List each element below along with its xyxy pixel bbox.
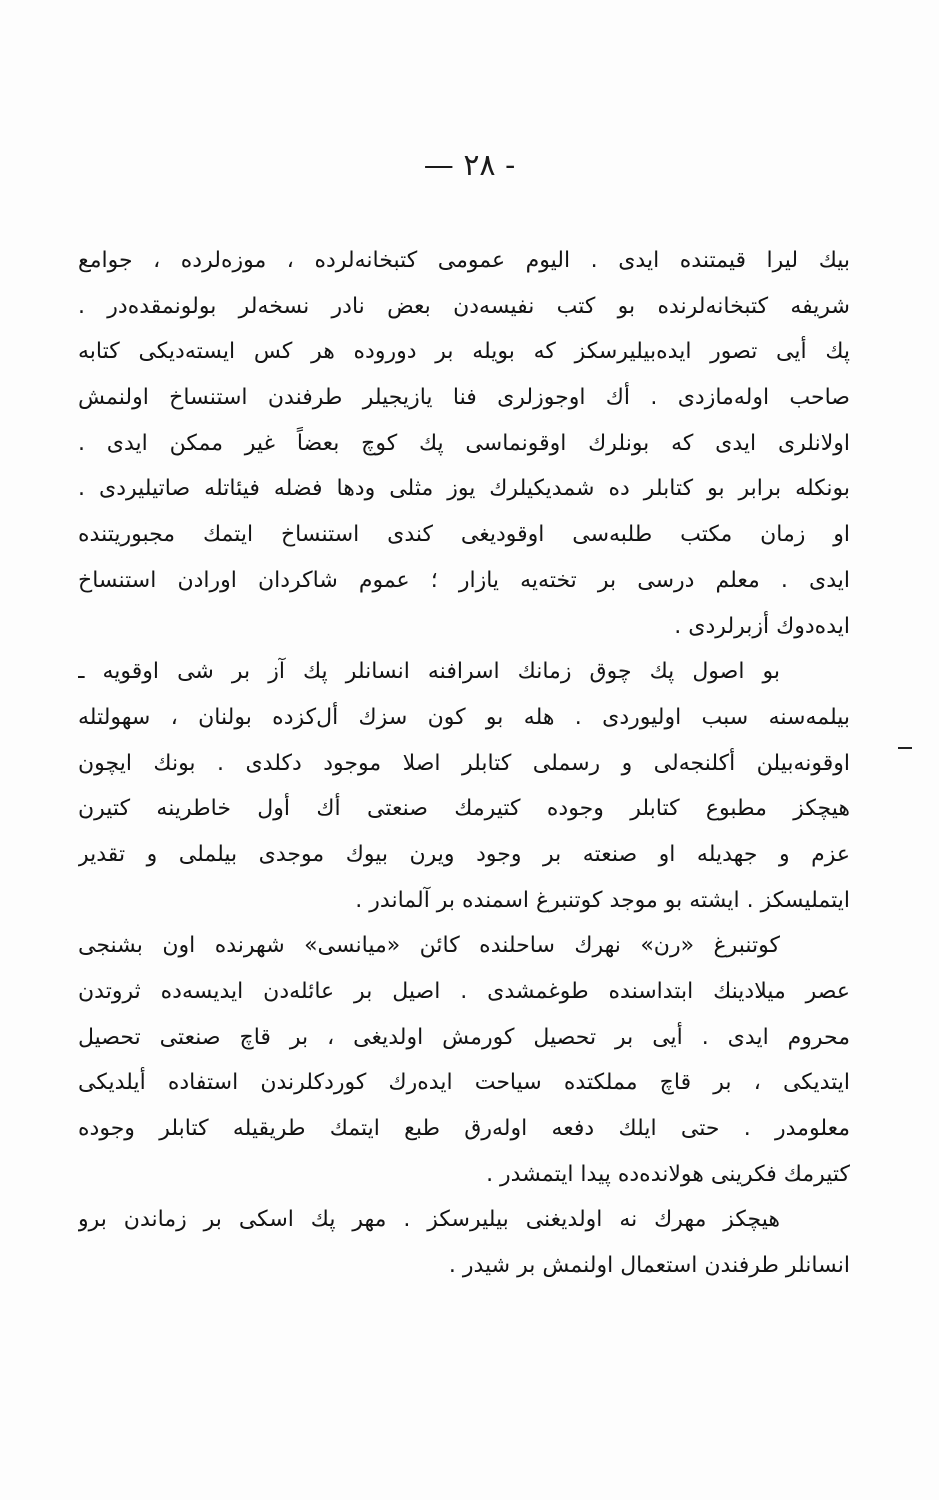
- text-line: کتیرمك فکرینی هولانده‌ده پیدا ایتمشدر .: [486, 1161, 850, 1187]
- text-line: شریفه کتبخانه‌لرنده بو کتب نفیسه‌دن بعض نادر نسخه‌لر بولونمقده‌در .: [78, 293, 850, 319]
- text-line: انسانلر طرفندن استعمال اولنمش بر شیدر .: [448, 1253, 850, 1279]
- text-line: بونکله برابر بو کتابلر ده شمدیکیلرك یوز مثلی ودها فضله فیئاتله صاتیلیردی .: [78, 476, 850, 502]
- text-line: صاحب اوله‌مازدی . أك اوجوزلری فنا یازیجیلر طرفندن استنساخ اولنمش: [78, 385, 850, 411]
- text-line: عزم و جهدیله او صنعته بر وجود ویرن بیوك موجدی بیلملی و تقدیر: [78, 841, 850, 867]
- text-line: ایدی . معلم درسی بر تخته‌یه یازار ؛ عموم شاکردان اورادن استنساخ: [78, 567, 850, 593]
- text-line: اوقونه‌بیلن أکلنجه‌لی و رسملی کتابلر اصلا موجود دکلدی . بونك ایچون: [78, 750, 850, 776]
- text-line: اولانلری ایدی که بونلرك اوقونماسی پك کوچ بعضاً غیر ممکن ایدی .: [78, 430, 850, 456]
- text-line: هیچکز مهرك نه اولدیغنی بیلیرسکز . مهر پك اسکی بر زماندن برو: [78, 1207, 780, 1233]
- text-line: ایتدیکی ، بر قاچ مملکتده سیاحت ایده‌رك کوردکلرندن استفاده أیلدیکی: [78, 1070, 850, 1096]
- body-text: [78, 238, 850, 1289]
- text-line: عصر میلادینك ابتداسنده طوغمشدی . اصیل بر عائله‌دن ایدیسه‌ده ثروتدن: [78, 979, 850, 1004]
- text-line: بیلمه‌سنه سبب اولیوردی . هله بو کون سزك أل‌کزده بولنان ، سهولتله: [78, 704, 850, 730]
- text-line: هیچکز مطبوع کتابلر وجوده کتیرمك صنعتی أك أول خاطرینه کتیرن: [78, 796, 850, 822]
- text-line: ایتملیسکز . ایشته بو موجد کوتنبرغ اسمنده بر آلماندر .: [355, 887, 850, 913]
- text-line: بو اصول پك چوق زمانك اسرافنه انسانلر پك آز بر شی اوقویه ـ: [78, 659, 780, 685]
- text-line: او زمان مکتب طلبه‌سی اوقودیغی کندی استنساخ ایتمك مجبوریتنده: [78, 522, 850, 548]
- text-line: ایده‌دوك أزبرلردی .: [674, 613, 850, 639]
- margin-hyphen-mark: [898, 747, 912, 749]
- page-number: — ۲۸ -: [423, 148, 516, 183]
- text-line: پك أیی تصور ایده‌بیلیرسکز که بویله بر دوروده هر کس ایسته‌دیکی کتابه: [78, 339, 850, 365]
- text-line: بیك لیرا قیمتنده ایدی . الیوم عمومی کتبخانه‌لرده ، موزه‌لرده ، جوامع: [78, 248, 850, 273]
- text-line: کوتنبرغ «رن» نهرك ساحلنده کائن «میانسی» شهرنده اون بشنجی: [78, 933, 780, 959]
- text-line: معلومدر . حتی ایلك دفعه اوله‌رق طبع ایتمك طریقیله کتابلر وجوده: [78, 1116, 850, 1142]
- text-line: محروم ایدی . أیی بر تحصیل کورمش اولدیغی ، بر قاچ صنعتی تحصیل: [78, 1024, 850, 1050]
